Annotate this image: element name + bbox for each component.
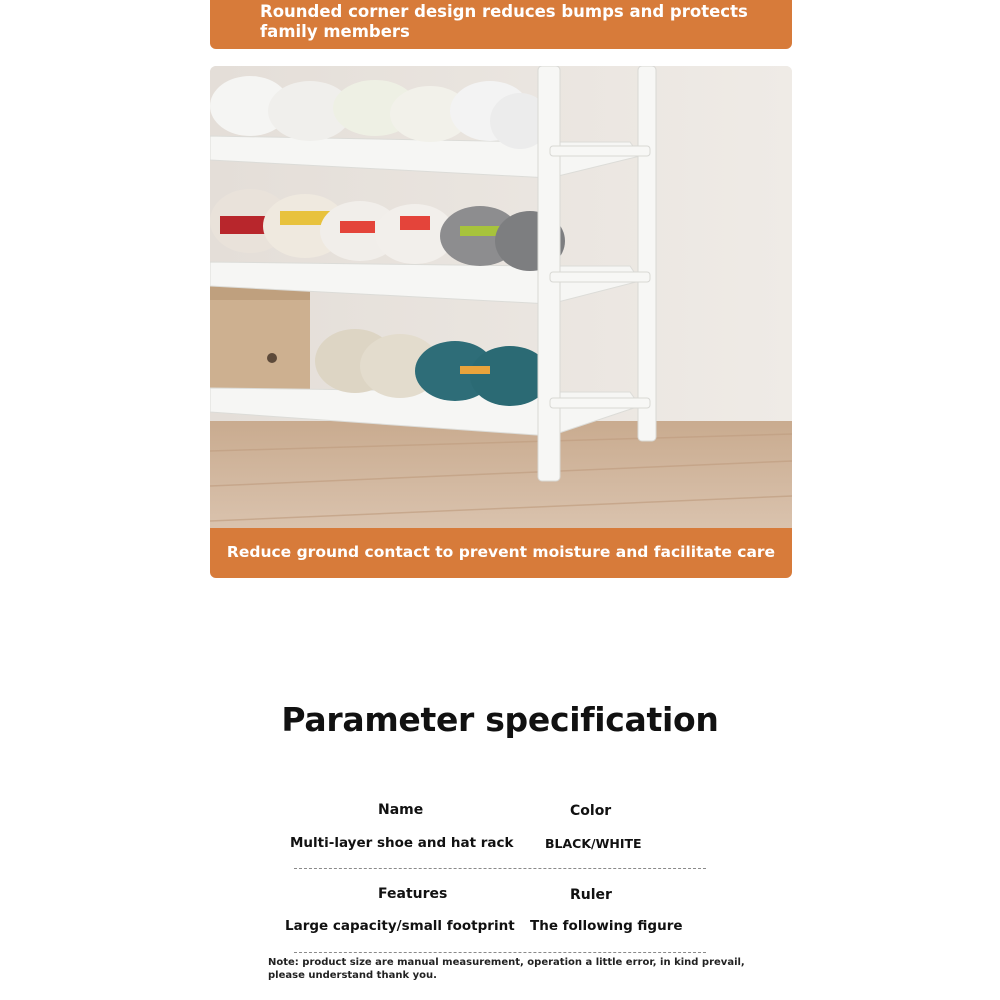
shoe-rack-illustration (210, 66, 792, 544)
divider-1 (294, 868, 706, 869)
top-banner-text: Rounded corner design reduces bumps and protects family members (260, 2, 748, 41)
color-label: Color (570, 803, 612, 819)
name-value: Multi-layer shoe and hat rack (290, 835, 514, 851)
measurement-note: Note: product size are manual measurement, operation a little error, in kind prevail, please understand thank you. (268, 957, 745, 981)
product-photo (210, 66, 792, 544)
name-label: Name (378, 802, 424, 818)
spec-title: Parameter specification (281, 700, 719, 739)
features-label: Features (378, 886, 448, 902)
top-banner (210, 0, 792, 49)
ruler-value: The following figure (530, 918, 683, 934)
bottom-banner (210, 528, 792, 578)
color-value: BLACK/WHITE (545, 836, 642, 851)
ruler-label: Ruler (570, 887, 612, 903)
bottom-banner-text: Reduce ground contact to prevent moisture and facilitate care (226, 543, 776, 561)
features-value: Large capacity/small footprint (285, 918, 515, 934)
divider-2 (294, 952, 706, 953)
